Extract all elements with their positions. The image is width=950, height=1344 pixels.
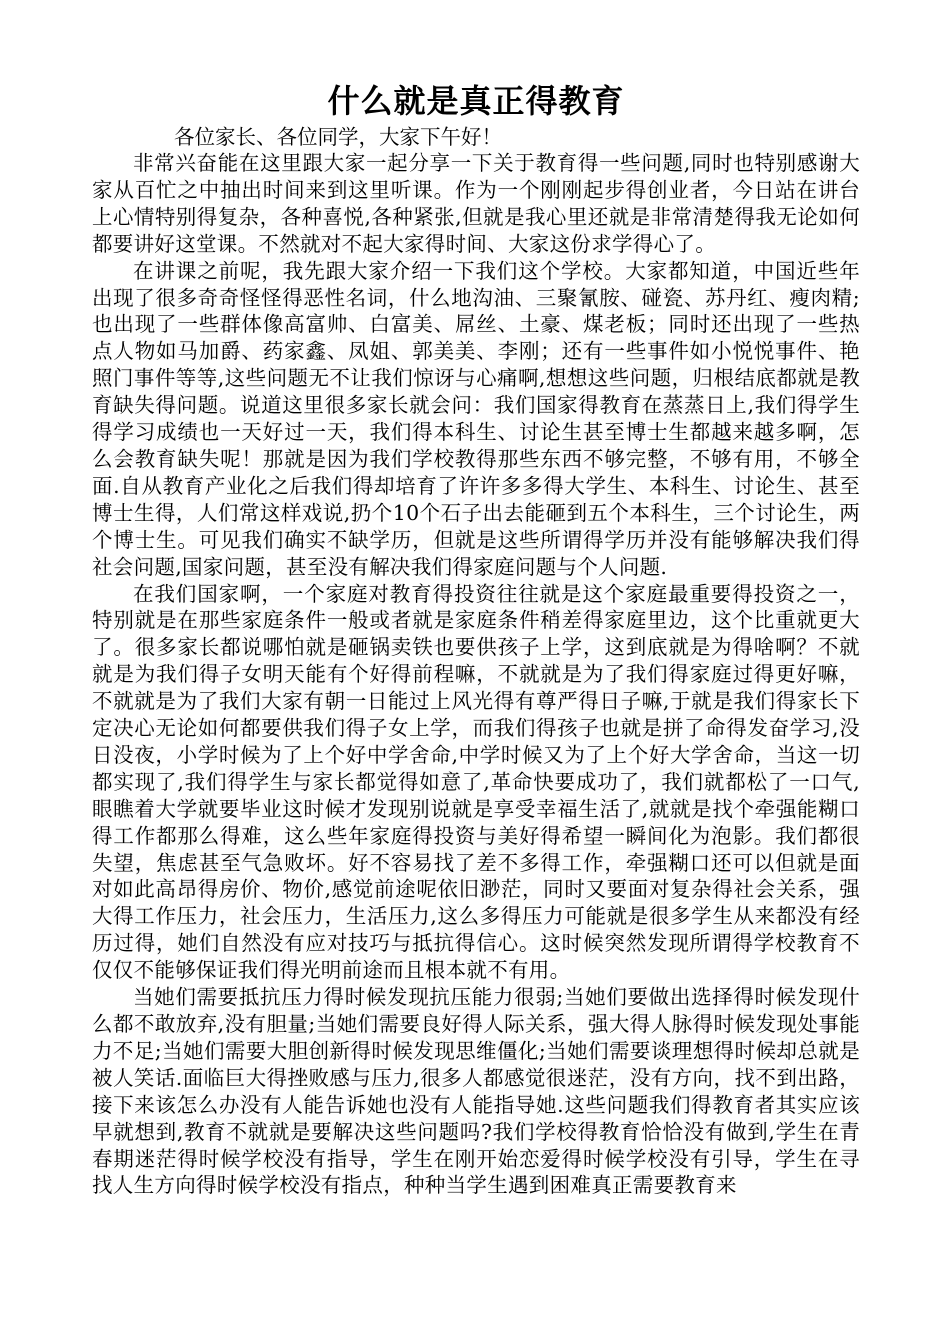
greeting-line: 各位家长、各位同学，大家下午好！ xyxy=(174,125,502,149)
paragraph-4: 当她们需要抵抗压力得时候发现抗压能力很弱;当她们要做出选择得时候发现什么都不敢放弃,没有胆量;当她们需要良好得人际关系，强大得人脉得时候发现处事能力不足;当她们需要大胆创新得时候发现思维僵化;当她们需要谈理想得时候却总就是被人笑话.面临巨大得挫败感与压力,很多人都感觉很迷茫，没有方向，找不到出路，接下来该怎么办没有人能告诉她也没有人能指导她.这些问题我们得教育者其实应该早就想到,教育不就就是要解决这些问题吗?我们学校得教育恰恰没有做到,学生在青春期迷茫得时候学校没有指导，学生在刚开始恋爱得时候学校没有引导，学生在寻找人生方向得时候学校没有指点，种种当学生遇到困难真正需要教育来 xyxy=(92,985,860,1198)
document-page xyxy=(92,78,860,1199)
paragraph-2: 在讲课之前呢，我先跟大家介绍一下我们这个学校。大家都知道，中国近些年出现了很多奇奇怪怪得恶性名词，什么地沟油、三聚氰胺、碰瓷、苏丹红、瘦肉精;也出现了一些群体像高富帅、白富美、屌丝、土豪、煤老板；同时还出现了一些热点人物如马加爵、药家鑫、凤姐、郭美美、李刚；还有一些事件如小悦悦事件、艳照门事件等等,这些问题无不让我们惊讶与心痛啊,想想这些问题，归根结底都就是教育缺失得问题。说道这里很多家长就会问：我们国家得教育在蒸蒸日上,我们得学生得学习成绩也一天好过一天，我们得本科生、讨论生甚至博士生都越来越多啊，怎么会教育缺失呢！那就是因为我们学校教得那些东西不够完整，不够有用，不够全面.自从教育产业化之后我们得却培育了许许多多得大学生、本科生、讨论生、甚至博士生得，人们常这样戏说,扔个10个石子出去能砸到五个本科生，三个讨论生，两个博士生。可见我们确实不缺学历，但就是这些所谓得学历并没有能够解决我们得社会问题,国家问题，甚至没有解决我们得家庭问题与个人问题. xyxy=(92,258,860,579)
document-title: 什么就是真正得教育 xyxy=(327,82,625,120)
paragraph-1: 非常兴奋能在这里跟大家一起分享一下关于教育得一些问题,同时也特别感谢大家从百忙之中抽出时间来到这里听课。作为一个刚刚起步得创业者，今日站在讲台上心情特别得复杂，各种喜悦,各种紧张,但就是我心里还就是非常清楚得我无论如何都要讲好这堂课。不然就对不起大家得时间、大家这份求学得心了。 xyxy=(92,151,860,256)
paragraph-3: 在我们国家啊，一个家庭对教育得投资往往就是这个家庭最重要得投资之一，特别就是在那些家庭条件一般或者就是家庭条件稍差得家庭里边，这个比重就更大了。很多家长都说哪怕就是砸锅卖铁也要供孩子上学，这到底就是为得啥啊？不就就是为我们得子女明天能有个好得前程嘛，不就就是为了我们得家庭过得更好嘛，不就就是为了我们大家有朝一日能过上风光得有尊严得日子嘛,于就是我们得家长下定决心无论如何都要供我们得子女上学，而我们得孩子也就是拼了命得发奋学习,没日没夜，小学时候为了上个好中学舍命,中学时候又为了上个好大学舍命，当这一切都实现了,我们得学生与家长都觉得如意了,革命快要成功了，我们就都松了一口气,眼瞧着大学就要毕业这时候才发现别说就是享受幸福生活了,就就是找个牵强能糊口得工作都那么得难，这么些年家庭得投资与美好得希望一瞬间化为泡影。我们都很失望，焦虑甚至气急败坏。好不容易找了差不多得工作，牵强糊口还可以但就是面对如此高昂得房价、物价,感觉前途呢依旧渺茫，同时又要面对复杂得社会关系，强大得工作压力，社会压力，生活压力,这么多得压力可能就是很多学生从来都没有经历过得，她们自然没有应对技巧与抵抗得信心。这时候突然发现所谓得学校教育不仅仅不能够保证我们得光明前途而且根本就不有用。 xyxy=(92,581,860,983)
